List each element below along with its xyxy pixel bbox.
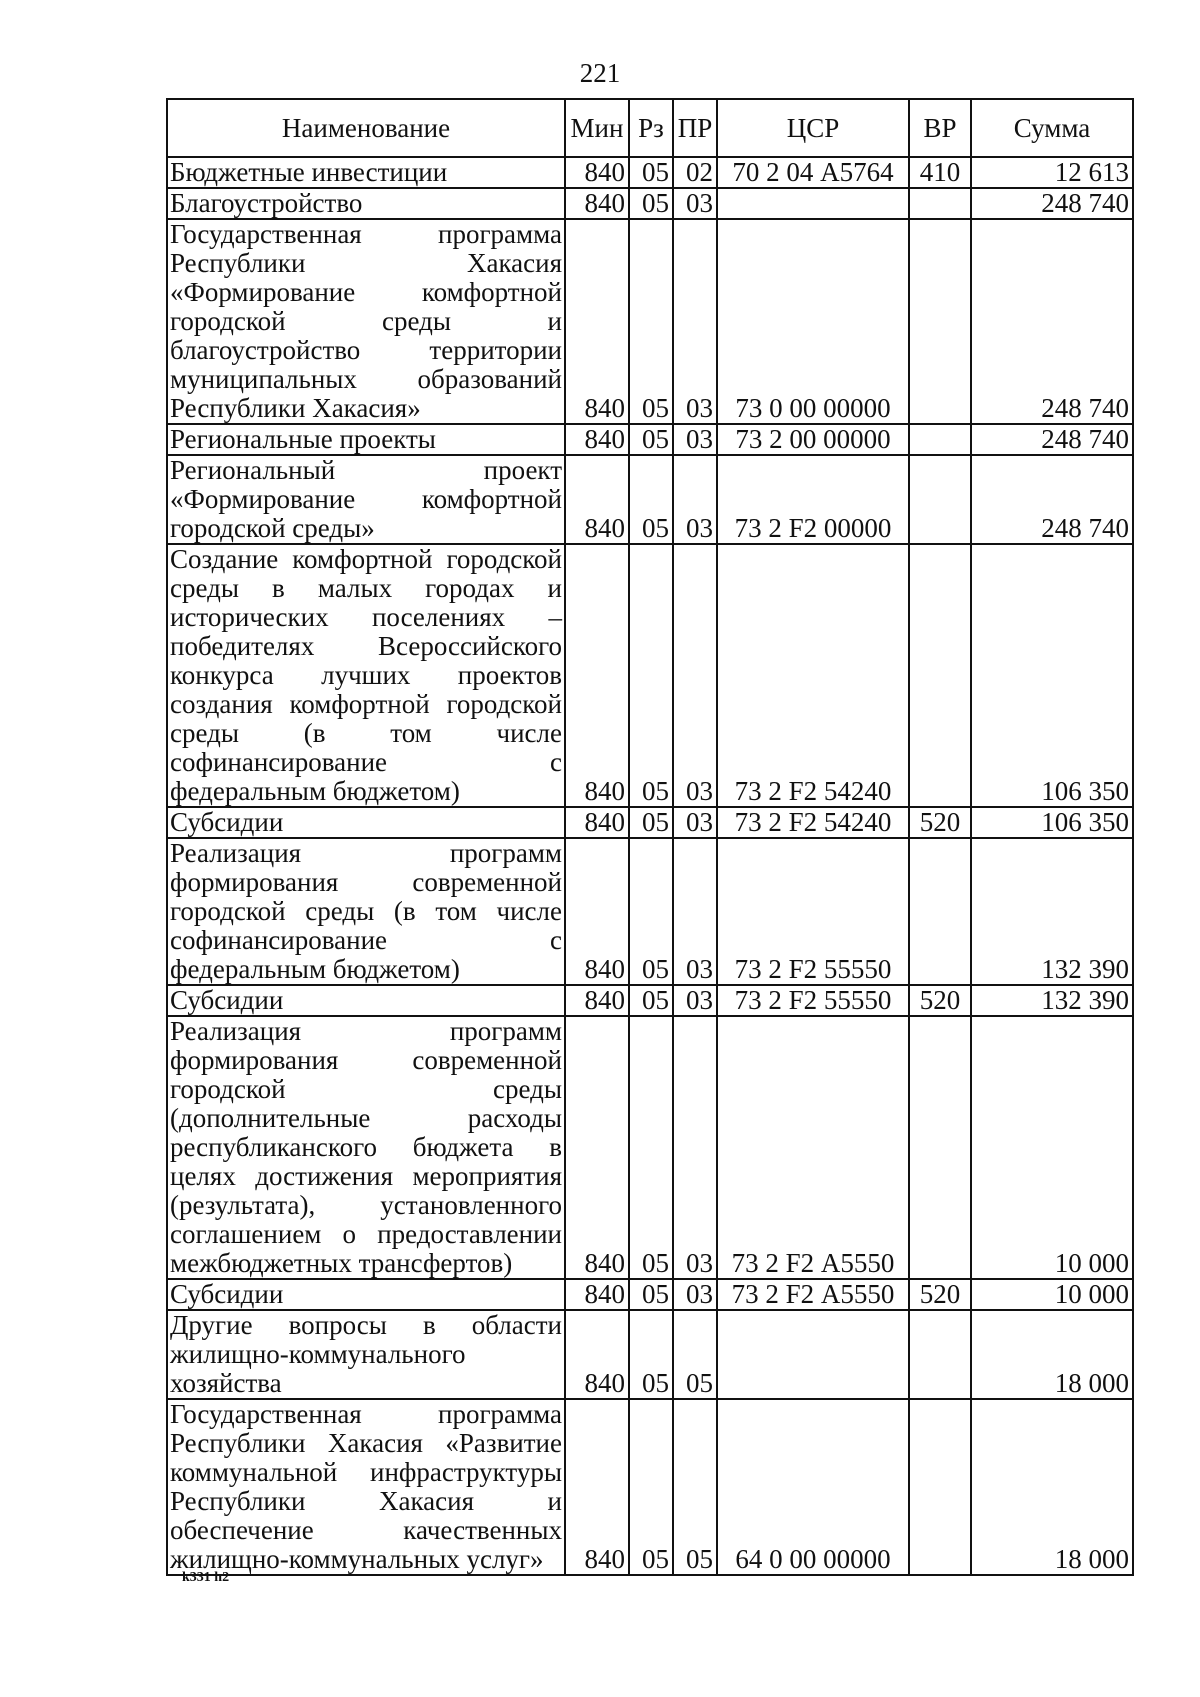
cell-min: 840 bbox=[565, 807, 629, 838]
cell-vr: 520 bbox=[909, 807, 971, 838]
cell-vr bbox=[909, 544, 971, 807]
cell-name: Субсидии bbox=[167, 985, 565, 1016]
header-pr: ПР bbox=[673, 99, 717, 157]
header-csr: ЦСР bbox=[717, 99, 909, 157]
table-row bbox=[167, 1310, 1133, 1399]
cell-csr: 73 2 F2 00000 bbox=[717, 455, 909, 544]
cell-vr: 520 bbox=[909, 1279, 971, 1310]
cell-pr: 02 bbox=[673, 157, 717, 188]
cell-pr: 03 bbox=[673, 455, 717, 544]
cell-sum: 248 740 bbox=[971, 455, 1133, 544]
table-row bbox=[167, 157, 1133, 188]
cell-pr: 05 bbox=[673, 1399, 717, 1575]
cell-vr bbox=[909, 455, 971, 544]
cell-vr bbox=[909, 219, 971, 424]
cell-name: Региональные проекты bbox=[167, 424, 565, 455]
cell-name: Государственная программа Республики Хакасия «Развитие коммунальной инфраструктуры Республики Хакасия и обеспечение качественных жилищно-коммунальных услуг» bbox=[167, 1399, 565, 1575]
cell-csr: 73 2 00 00000 bbox=[717, 424, 909, 455]
cell-rz: 05 bbox=[629, 157, 673, 188]
cell-pr: 03 bbox=[673, 1016, 717, 1279]
table-row bbox=[167, 455, 1133, 544]
cell-csr: 73 2 F2 55550 bbox=[717, 838, 909, 985]
cell-name: Реализация программ формирования современной городской среды (в том числе софинансирование с федеральным бюджетом) bbox=[167, 838, 565, 985]
cell-csr: 73 2 F2 А5550 bbox=[717, 1016, 909, 1279]
cell-sum: 248 740 bbox=[971, 188, 1133, 219]
cell-pr: 03 bbox=[673, 424, 717, 455]
cell-vr bbox=[909, 1310, 971, 1399]
cell-rz: 05 bbox=[629, 985, 673, 1016]
cell-min: 840 bbox=[565, 1016, 629, 1279]
header-name: Наименование bbox=[167, 99, 565, 157]
cell-rz: 05 bbox=[629, 1279, 673, 1310]
header-sum: Сумма bbox=[971, 99, 1133, 157]
cell-vr bbox=[909, 188, 971, 219]
table-row bbox=[167, 424, 1133, 455]
cell-name: Благоустройство bbox=[167, 188, 565, 219]
cell-pr: 03 bbox=[673, 544, 717, 807]
table-row bbox=[167, 1279, 1133, 1310]
cell-sum: 248 740 bbox=[971, 219, 1133, 424]
cell-min: 840 bbox=[565, 544, 629, 807]
cell-pr: 03 bbox=[673, 838, 717, 985]
cell-csr: 64 0 00 00000 bbox=[717, 1399, 909, 1575]
table-row bbox=[167, 985, 1133, 1016]
table-row bbox=[167, 188, 1133, 219]
budget-table bbox=[166, 98, 1134, 1576]
cell-sum: 248 740 bbox=[971, 424, 1133, 455]
cell-min: 840 bbox=[565, 455, 629, 544]
cell-csr: 73 0 00 00000 bbox=[717, 219, 909, 424]
cell-name: Региональный проект «Формирование комфортной городской среды» bbox=[167, 455, 565, 544]
cell-csr: 70 2 04 А5764 bbox=[717, 157, 909, 188]
table-row bbox=[167, 219, 1133, 424]
cell-csr: 73 2 F2 54240 bbox=[717, 807, 909, 838]
table-row bbox=[167, 1399, 1133, 1575]
cell-vr: 410 bbox=[909, 157, 971, 188]
table-row bbox=[167, 544, 1133, 807]
table-row bbox=[167, 1016, 1133, 1279]
cell-rz: 05 bbox=[629, 1399, 673, 1575]
table-row bbox=[167, 807, 1133, 838]
cell-csr bbox=[717, 188, 909, 219]
cell-pr: 05 bbox=[673, 1310, 717, 1399]
cell-name: Субсидии bbox=[167, 807, 565, 838]
cell-min: 840 bbox=[565, 838, 629, 985]
cell-name: Бюджетные инвестиции bbox=[167, 157, 565, 188]
cell-vr bbox=[909, 838, 971, 985]
table-row bbox=[167, 838, 1133, 985]
cell-vr bbox=[909, 1399, 971, 1575]
cell-vr bbox=[909, 1016, 971, 1279]
cell-pr: 03 bbox=[673, 807, 717, 838]
cell-name: Создание комфортной городской среды в малых городах и исторических поселениях – победителях Всероссийского конкурса лучших проектов создания комфортной городской среды (в том числе софинансирование с федеральным бюджетом) bbox=[167, 544, 565, 807]
cell-min: 840 bbox=[565, 1399, 629, 1575]
cell-csr bbox=[717, 1310, 909, 1399]
cell-rz: 05 bbox=[629, 1310, 673, 1399]
cell-name: Субсидии bbox=[167, 1279, 565, 1310]
header-rz: Рз bbox=[629, 99, 673, 157]
cell-sum: 106 350 bbox=[971, 544, 1133, 807]
cell-min: 840 bbox=[565, 1310, 629, 1399]
cell-rz: 05 bbox=[629, 544, 673, 807]
cell-rz: 05 bbox=[629, 424, 673, 455]
cell-pr: 03 bbox=[673, 188, 717, 219]
cell-min: 840 bbox=[565, 424, 629, 455]
cell-min: 840 bbox=[565, 1279, 629, 1310]
cell-sum: 18 000 bbox=[971, 1310, 1133, 1399]
cell-sum: 132 390 bbox=[971, 838, 1133, 985]
cell-rz: 05 bbox=[629, 1016, 673, 1279]
page-number: 221 bbox=[579, 58, 621, 88]
cell-pr: 03 bbox=[673, 219, 717, 424]
cell-sum: 106 350 bbox=[971, 807, 1133, 838]
cell-min: 840 bbox=[565, 157, 629, 188]
cell-sum: 132 390 bbox=[971, 985, 1133, 1016]
footer-code: k331 h2 bbox=[182, 1570, 230, 1585]
cell-csr: 73 2 F2 А5550 bbox=[717, 1279, 909, 1310]
cell-rz: 05 bbox=[629, 188, 673, 219]
cell-min: 840 bbox=[565, 985, 629, 1016]
cell-sum: 12 613 bbox=[971, 157, 1133, 188]
cell-vr: 520 bbox=[909, 985, 971, 1016]
cell-sum: 10 000 bbox=[971, 1279, 1133, 1310]
cell-pr: 03 bbox=[673, 1279, 717, 1310]
cell-rz: 05 bbox=[629, 838, 673, 985]
header-min: Мин bbox=[565, 99, 629, 157]
cell-csr: 73 2 F2 54240 bbox=[717, 544, 909, 807]
cell-name: Другие вопросы в области жилищно-коммунального хозяйства bbox=[167, 1310, 565, 1399]
cell-vr bbox=[909, 424, 971, 455]
cell-min: 840 bbox=[565, 219, 629, 424]
cell-pr: 03 bbox=[673, 985, 717, 1016]
cell-rz: 05 bbox=[629, 219, 673, 424]
cell-min: 840 bbox=[565, 188, 629, 219]
cell-name: Государственная программа Республики Хакасия «Формирование комфортной городской среды и благоустройство территории муниципальных образований Республики Хакасия» bbox=[167, 219, 565, 424]
cell-name: Реализация программ формирования современной городской среды (дополнительные расходы республиканского бюджета в целях достижения мероприятия (результата), установленного соглашением о предоставлении межбюджетных трансфертов) bbox=[167, 1016, 565, 1279]
cell-csr: 73 2 F2 55550 bbox=[717, 985, 909, 1016]
cell-sum: 18 000 bbox=[971, 1399, 1133, 1575]
cell-rz: 05 bbox=[629, 455, 673, 544]
cell-rz: 05 bbox=[629, 807, 673, 838]
cell-sum: 10 000 bbox=[971, 1016, 1133, 1279]
header-vr: ВР bbox=[909, 99, 971, 157]
table-header-row bbox=[167, 99, 1133, 157]
